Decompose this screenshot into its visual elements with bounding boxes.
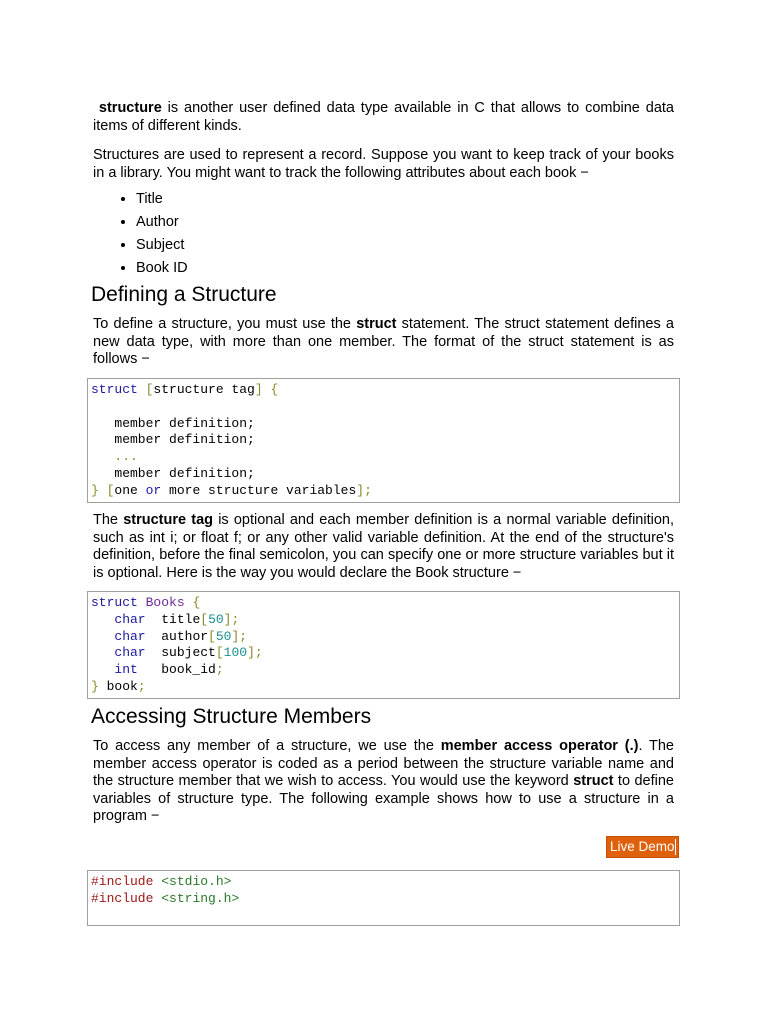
access-text-b: . The member access operator is coded as a period between the structure variable name and the structure member that we wish to access. You would use the keyword bbox=[93, 738, 674, 789]
code-token: struct bbox=[91, 595, 138, 610]
access-text-a: To access any member of a structure, we use the bbox=[93, 738, 441, 754]
code-token: Books bbox=[145, 595, 185, 610]
code-token: 50 bbox=[208, 611, 224, 627]
define-text-b: statement. The struct statement defines a new data type, with more than one member. The format of the struct statement is as follows − bbox=[93, 316, 674, 367]
code-token: author bbox=[161, 628, 209, 644]
code-line: ... bbox=[91, 449, 138, 465]
code-token: int bbox=[114, 662, 138, 678]
code-token: book_id bbox=[161, 662, 216, 678]
books-struct-code-block: struct Books { char title[50]; char author[50]; char subject[100]; int book_id; } book; bbox=[87, 591, 680, 699]
define-text-a: To define a structure, you must use the bbox=[93, 316, 357, 332]
heading-defining-structure: Defining a Structure bbox=[91, 283, 277, 306]
code-token: [structure tag] { bbox=[137, 382, 279, 397]
list-item: • Title bbox=[136, 190, 188, 213]
code-token: #include bbox=[91, 890, 154, 906]
structure-tag-term: structure tag bbox=[123, 512, 213, 528]
access-paragraph bbox=[93, 738, 674, 826]
intro-paragraph bbox=[93, 100, 674, 135]
list-item: • Subject bbox=[136, 236, 188, 259]
live-demo-button[interactable]: Live Demo bbox=[606, 836, 679, 858]
attribute-list bbox=[93, 190, 188, 282]
struct-format-code-block: struct [structure tag] { member definition; member definition; ... member definition; } [one or more structure variables]; bbox=[87, 378, 680, 503]
code-token: char bbox=[114, 611, 146, 627]
code-token: one bbox=[114, 482, 146, 498]
code-token: more structure variables bbox=[161, 482, 357, 498]
code-token: <string.h> bbox=[161, 890, 240, 906]
code-token: <stdio.h> bbox=[161, 874, 232, 889]
code-token: or bbox=[145, 482, 162, 498]
code-token: char bbox=[114, 645, 146, 661]
include-code-block bbox=[87, 870, 680, 926]
structure-term: structure bbox=[98, 100, 162, 116]
tag-text-b: is optional and each member definition is a normal variable definition, such as int i; or float f; or any other valid variable definition. At the end of the structure's definition, before the final semicolon, you can specify one or more structure variables but it is optional. Here is the way you would declare the Book structure − bbox=[93, 512, 675, 581]
list-item: • Book ID bbox=[136, 259, 188, 282]
code-token: #include bbox=[91, 874, 154, 889]
code-token: struct bbox=[91, 382, 138, 397]
record-paragraph: Structures are used to represent a record. Suppose you want to keep track of your books in a library. You might want to track the following attributes about each book − bbox=[93, 147, 674, 181]
define-paragraph bbox=[93, 316, 674, 369]
code-token: 100 bbox=[223, 645, 248, 661]
code-token: title bbox=[161, 611, 201, 627]
struct-keyword: struct bbox=[573, 773, 614, 789]
code-line: member definition; bbox=[91, 432, 255, 448]
code-token: char bbox=[114, 628, 146, 644]
code-token: subject bbox=[161, 645, 216, 661]
heading-accessing-members: Accessing Structure Members bbox=[91, 705, 372, 728]
struct-keyword: struct bbox=[356, 316, 397, 332]
code-line: member definition; bbox=[91, 465, 255, 481]
tag-text-a: The bbox=[93, 512, 124, 528]
code-line: member definition; bbox=[91, 415, 255, 431]
member-access-operator-term: member access operator (.) bbox=[440, 738, 639, 754]
access-text-c: to define variables of structure type. The following example shows how to use a structure in a program − bbox=[93, 773, 674, 824]
code-token: 50 bbox=[215, 628, 232, 644]
list-item: • Author bbox=[136, 213, 188, 236]
code-token: book bbox=[106, 678, 138, 694]
structure-tag-paragraph bbox=[93, 512, 674, 582]
intro-text: is another user defined data type available in C that allows to combine data items of different kinds. bbox=[93, 100, 674, 134]
